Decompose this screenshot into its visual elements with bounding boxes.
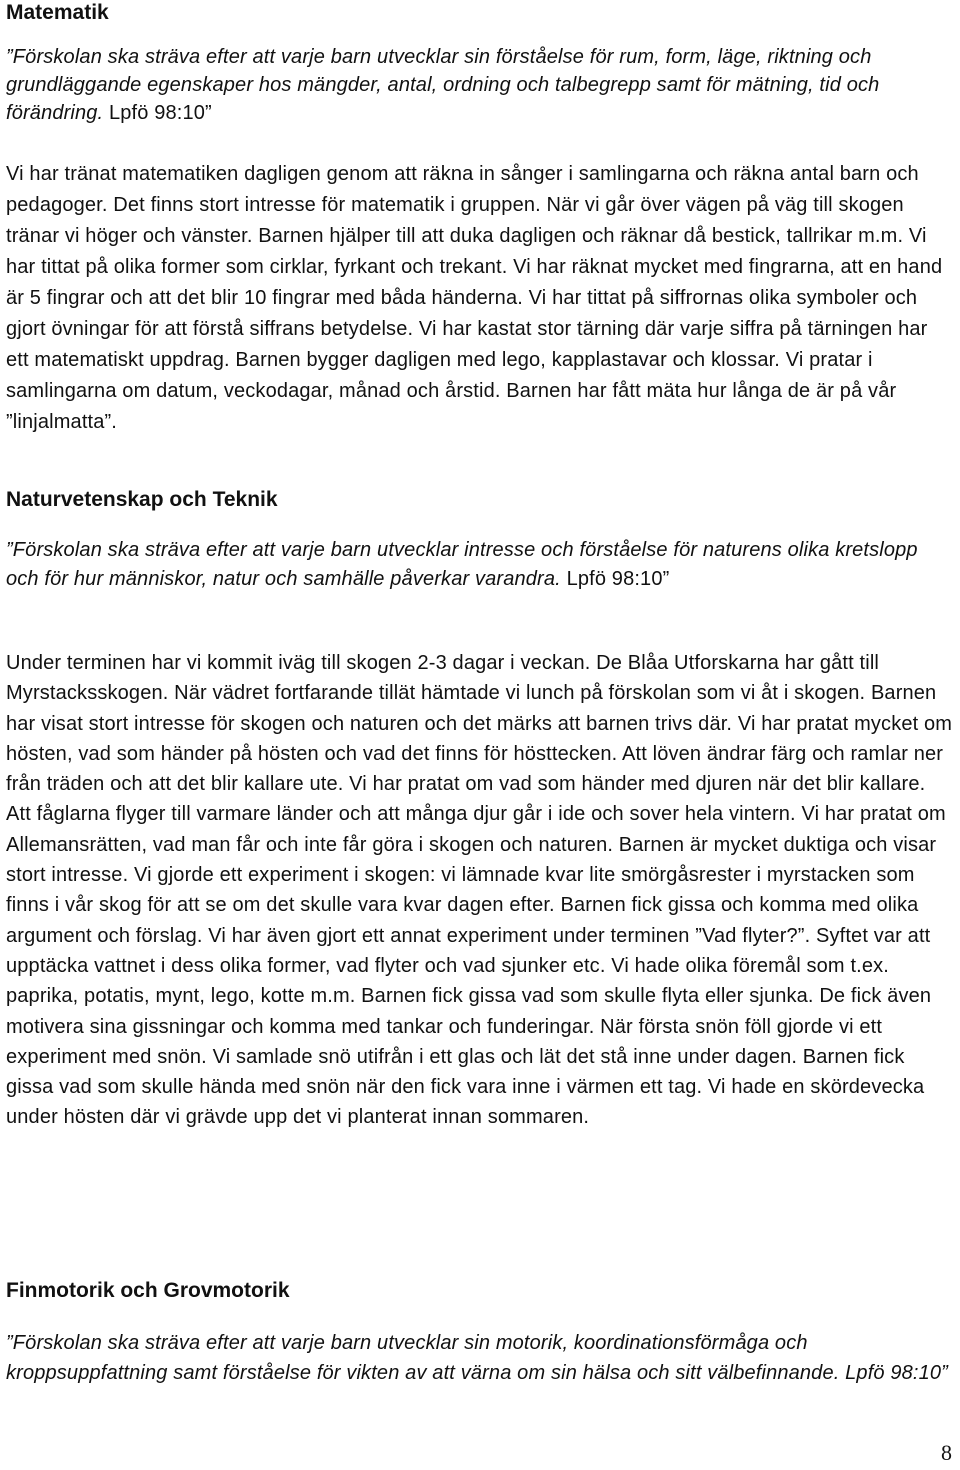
body-text-matematik: Vi har tränat matematiken dagligen genom att räkna in sånger i samlingarna och räkna antal barn och pedagoger. Det finns stort intresse för matematik i gruppen. När vi går över vägen på väg till skogen tränar vi höger och vänster. Barnen hjälper till att duka dagligen och räknar då bestick, tallrikar m.m. Vi har tittat på olika former som cirklar, fyrkant och trekant. Vi har räknat mycket med fingrarna, att en hand är 5 fingrar och att det blir 10 fingrar med båda händerna. Vi har tittat på siffrornas olika symboler och gjort övningar för att förstå siffrans betydelse. Vi har kastat stor tärning där varje siffra på tärningen har ett matematiskt uppdrag. Barnen bygger dagligen med lego, kapplastavar och klossar. Vi pratar i samlingarna om datum, veckodagar, månad och årstid. Barnen har fått mäta hur långa de är på vår ”linjalmatta”.	[6, 163, 943, 433]
quote-text: ”Förskolan ska sträva efter att varje barn utvecklar sin motorik, koordinationsförmåga och kroppsuppfattning samt förståelse för vikten av att värna om sin hälsa och sitt välbefinnande.	[6, 1332, 840, 1384]
quote-reference: Lpfö 98:10”	[566, 568, 670, 590]
section-heading-naturvetenskap: Naturvetenskap och Teknik	[6, 488, 278, 511]
curriculum-quote-naturvetenskap	[6, 536, 954, 594]
section-heading-motorik: Finmotorik och Grovmotorik	[6, 1279, 290, 1302]
curriculum-quote-matematik	[6, 43, 954, 127]
page-number: 8	[941, 1440, 952, 1465]
quote-reference: Lpfö 98:10”	[108, 102, 212, 124]
quote-text: ”Förskolan ska sträva efter att varje barn utvecklar intresse och förståelse för naturens olika kretslopp och för hur människor, natur och samhälle påverkar varandra.	[6, 539, 918, 590]
curriculum-quote-motorik	[6, 1328, 954, 1388]
body-text-naturvetenskap: Under terminen har vi kommit iväg till skogen 2-3 dagar i veckan. De Blåa Utforskarna har gått till Myrstacksskogen. När vädret fortfarande tillät hämtade vi lunch på förskolan som vi åt i skogen. Barnen har visat stort intresse för skogen och naturen och det märks att barnen trivs där. Vi har pratat mycket om hösten, vad som händer på hösten och vad det finns för hösttecken. Att löven ändrar färg och ramlar ner från träden och att det blir kallare ute. Vi har pratat om vad som händer med djuren när det blir kallare. Att fåglarna flyger till varmare länder och att många djur går i ide och sover hela vintern. Vi har pratat om Allemansrätten, vad man får och inte får göra i skogen och naturen. Barnen är mycket duktiga och visar stort intresse. Vi gjorde ett experiment i skogen: vi lämnade kvar lite smörgåsrester i myrstacken som finns i vår skog för att se om det skulle vara kvar dagen efter. Barnen fick gissa och komma med olika argument och förslag. Vi har även gjort ett annat experiment under terminen ”Vad flyter?”. Syftet var att upptäcka vattnet i dess olika former, vad flyter och vad sjunker etc. Vi hade olika föremål som t.ex. paprika, potatis, mynt, lego, kotte m.m. Barnen fick gissa vad som skulle flyta eller sjunka. De fick även motivera sina gissningar och komma med tankar och funderingar. När första snön föll gjorde vi ett experiment med snön. Vi samlade snö utifrån i ett glas och lät det stå inne under dagen. Barnen fick gissa vad som skulle hända med snön när den fick vara inne i värmen ett tag. Vi hade en skördevecka under hösten där vi grävde upp det vi planterat innan sommaren.	[6, 652, 953, 1129]
quote-reference: Lpfö 98:10”	[845, 1362, 948, 1384]
section-heading-matematik: Matematik	[6, 1, 109, 24]
quote-text: ”Förskolan ska sträva efter att varje barn utvecklar sin förståelse för rum, form, läge, riktning och grundläggande egenskaper hos mängder, antal, ordning och talbegrepp samt för mätning, tid och förändring.	[6, 46, 880, 124]
